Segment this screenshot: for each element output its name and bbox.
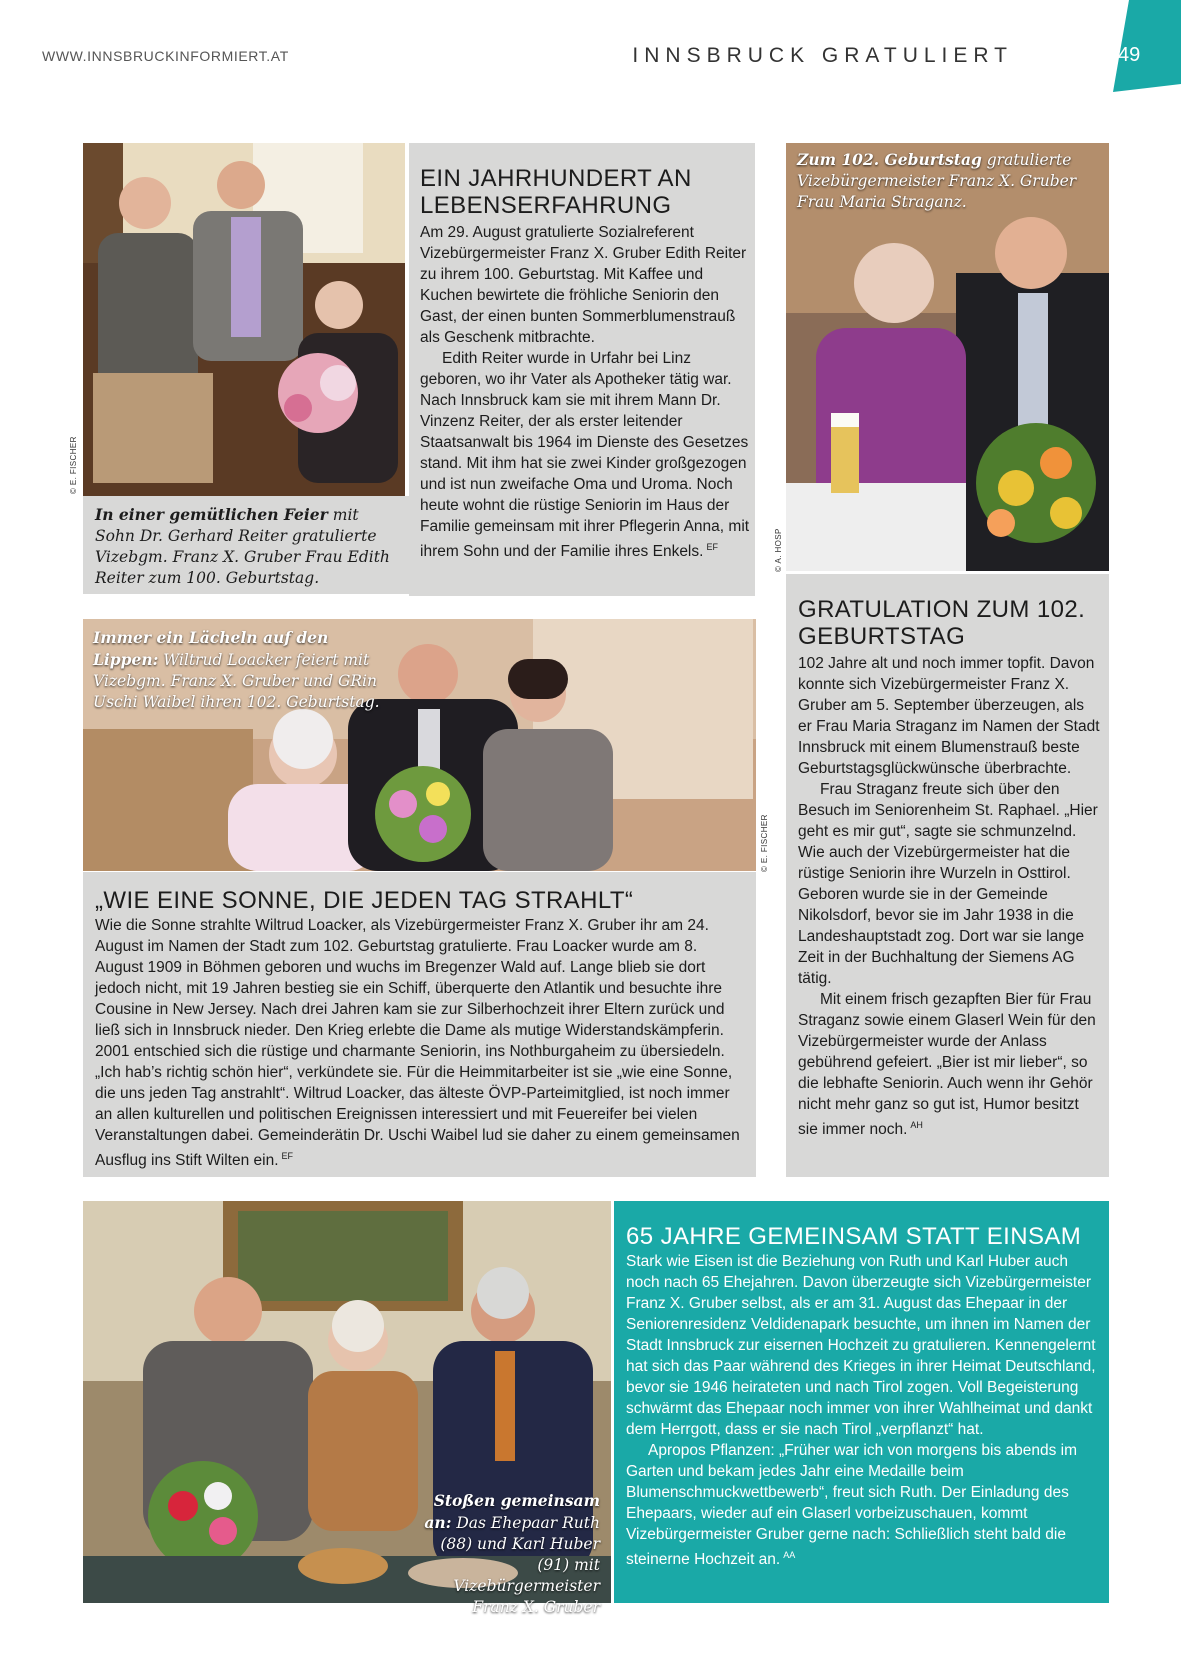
caption-text: gratulierte Vizebürgermeister Franz X. Gruber Frau Maria Straganz.: [797, 151, 1077, 211]
article-box-highlight: [614, 1201, 1109, 1603]
article-headline: 65 JAHRE GEMEINSAM STATT EINSAM: [626, 1223, 1082, 1250]
photo-credit: © E. FISCHER: [69, 436, 78, 494]
article-body: [95, 915, 747, 1171]
paragraph: Apropos Pflanzen: „Früher war ich von morgens bis abends im Garten und bekam jedes Jahr eine Medaille beim Blumenschmuckwettbewerb“, freut sich Ruth. Der Einladung des Ehepaars, wieder auf ein Glaserl vorbeizuschauen, kommt Vizebürgermeister Gruber gerne nach: Schließlich steht bald die steinerne Hochzeit an.: [626, 1442, 1078, 1569]
site-url[interactable]: WWW.INNSBRUCKINFORMIERT.AT: [42, 48, 289, 64]
author-signature: EF: [706, 542, 718, 552]
photo-caption: [93, 627, 383, 713]
caption-text: mit Sohn Dr. Gerhard Reiter gratulierte Vizebgm. Franz X. Gruber Frau Edith Reiter zum 100. Geburtstag.: [95, 506, 390, 587]
article-box: [786, 574, 1109, 1177]
article-headline: EIN JAHRHUNDERT AN LEBENSERFAHRUNG: [420, 165, 692, 219]
photo-credit: © A. HOSP: [774, 528, 783, 572]
paragraph: Am 29. August gratulierte Sozialreferent Vizebürgermeister Franz X. Gruber Edith Reiter zu ihrem 100. Geburtstag. Mit Kaffee und Kuchen bewirtete die fröhliche Seniorin den Gast, der einen bunten Sommerblumenstrauß als Geschenk mitbrachte.: [420, 224, 747, 346]
author-signature: EF: [281, 1151, 294, 1161]
author-signature: AH: [910, 1120, 923, 1130]
paragraph: 102 Jahre alt und noch immer topfit. Davon konnte sich Vizebürgermeister Franz X. Gruber am 5. September überzeugen, als er Frau Maria Straganz im Namen der Stadt Innsbruck mit einem Blumenstrauß beste Geburtstagsglückwünsche überbrachte.: [798, 655, 1100, 777]
caption-lead: Stoßen gemeinsam an:: [424, 1491, 600, 1532]
photo-caption: [83, 496, 410, 594]
paragraph: Stark wie Eisen ist die Beziehung von Ruth und Karl Huber auch noch nach 65 Ehejahren. Davon überzeugte sich Vizebürgermeister Franz X. Gruber selbst, als er am 31. August das Ehepaar in der Seniorenresidenz Veldidenapark besuchte, um ihnen im Namen der Stadt Innsbruck zur eisernen Hochzeit zu gratulieren. Kennengelernt hat sich das Paar während des Krieges in ihrer Heimat Deutschland, bevor sie 1946 heirateten und nach Tirol zogen. Voll Begeisterung schwärmt das Ehepaar noch immer von ihrer Wahlheimat und dankt dem Herrgott, dass er sie nach Tirol „verpflanzt“ hat.: [626, 1253, 1096, 1438]
article-body: [420, 222, 752, 562]
photo-reiter-family: [83, 143, 405, 496]
caption-text: Wiltrud Loacker feiert mit Vizebgm. Franz X. Gruber und GRin Uschi Waibel ihren 102. Geburtstag.: [93, 651, 380, 711]
photo-caption: [797, 149, 1097, 213]
paragraph: Mit einem frisch gezapften Bier für Frau Straganz sowie einem Glaserl Wein für den Vizebürgermeister wurde der Anlass gebührend gefeiert. „Bier ist mir lieber“, so die lebhafte Seniorin. Auch wenn ihr Gehör nicht mehr ganz so gut ist, Humor besitzt sie immer noch.: [798, 991, 1096, 1139]
article-headline: GRATULATION ZUM 102. GEBURTSTAG: [798, 596, 1086, 650]
article-body: [798, 653, 1100, 1140]
author-signature: AA: [783, 1550, 796, 1560]
photo-credit: © E. FISCHER: [760, 814, 769, 872]
article-box: [83, 872, 756, 1177]
caption-text: Das Ehepaar Ruth (88) und Karl Huber (91) mit Vizebürgermeister Franz X. Gruber: [440, 1514, 600, 1616]
caption-lead: Zum 102. Geburtstag: [797, 150, 982, 169]
caption-lead: In einer gemütlichen Feier: [95, 505, 328, 524]
photo-caption: [420, 1490, 600, 1618]
page-number: 49: [1118, 44, 1141, 66]
paragraph: Wie die Sonne strahlte Wiltrud Loacker, als Vizebürgermeister Franz X. Gruber ihr am 24. August im Namen der Stadt zum 102. Geburtstag gratulierte. Frau Loacker wurde am 8. August 1909 in Böhmen geboren und wuchs im Bregenzer Wald auf. Lange blieb sie dort jedoch nicht, mit 19 Jahren bestieg sie ein Schiff, überquerte den Atlantik und besuchte ihre Cousine in New Jersey. Nach drei Jahren kam sie zur Silberhochzeit ihrer Eltern zurück und ließ sich in Innsbruck nieder. Den Krieg erlebte die Dame als mutige Widerstandskämpferin. 2001 entschied sich die rüstige und charmante Seniorin, ins Nothburgaheim zu übersiedeln. „Ich hab’s richtig schön hier“, verkündete sie. Für die Heimmitarbeiter ist sie „wie eine Sonne, die uns jeden Tag anstrahlt“. Wiltrud Loacker, das älteste ÖVP-Parteimitglied, ist noch immer an allen kulturellen und politischen Ereignissen interessiert und mit Feuereifer bei vielen Veranstaltungen dabei. Gemeinderätin Dr. Uschi Waibel lud sie daher zu einem gemeinsamen Ausflug ins Stift Wilten ein.: [95, 917, 740, 1170]
paragraph: Frau Straganz freute sich über den Besuch im Seniorenheim St. Raphael. „Hier geht es mir gut“, sagte sie schmunzelnd. Wie auch der Vizebürgermeister hat die rüstige Seniorin ihre Wurzeln in Osttirol. Geboren wurde sie in der Gemeinde Nikolsdorf, bevor sie im Jahr 1938 in die Landeshauptstadt zog. Dort war sie lange Zeit in der Buchhaltung der Siemens AG tätig.: [798, 781, 1098, 987]
article-body: [626, 1251, 1101, 1570]
paragraph: Edith Reiter wurde in Urfahr bei Linz geboren, wo ihr Vater als Apotheker tätig war. Nach Innsbruck kam sie mit ihrem Mann Dr. Vinzenz Reiter, der als erster leitender Staatsanwalt bis 1964 im Dienste des Gesetzes stand. Mit ihm hat sie zwei Kinder großgezogen und ist nun zweifache Oma und Uroma. Noch heute wohnt die rüstige Seniorin im Haus der Familie gemeinsam mit ihrer Pflegerin Anna, mit ihrem Sohn und der Familie ihres Enkels.: [420, 350, 750, 561]
section-title: INNSBRUCK GRATULIERT: [632, 44, 1013, 67]
article-headline: „WIE EINE SONNE, DIE JEDEN TAG STRAHLT“: [95, 887, 634, 914]
article-box: [409, 143, 755, 596]
caption-lead: Immer ein Lächeln auf den Lippen:: [93, 628, 329, 669]
